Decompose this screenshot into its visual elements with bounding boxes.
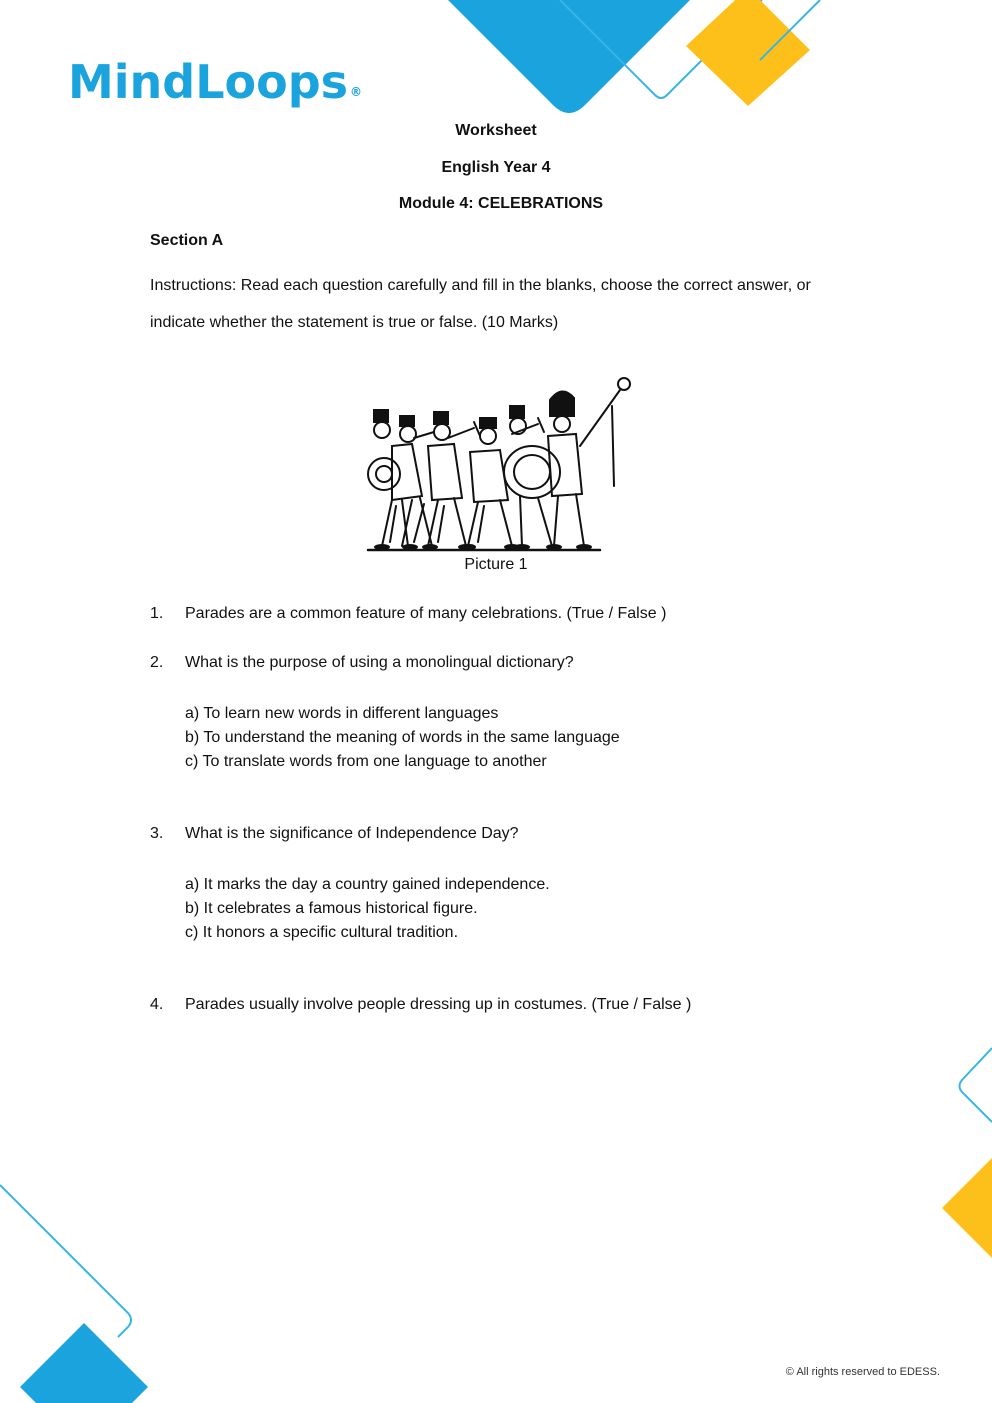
option-c: c) It honors a specific cultural tradition. bbox=[185, 924, 459, 941]
question-number: 2. bbox=[150, 654, 164, 671]
option-a: a) It marks the day a country gained independence. bbox=[185, 876, 550, 893]
question-3-options bbox=[185, 873, 550, 945]
question-text: What is the purpose of using a monolingual dictionary? bbox=[185, 654, 574, 671]
section-heading: Section A bbox=[150, 232, 224, 249]
bottom-left-blue-diamond bbox=[20, 1323, 148, 1403]
option-b: b) To understand the meaning of words in the same language bbox=[185, 729, 620, 746]
right-outline-diamond bbox=[960, 1048, 992, 1122]
subject-title: English Year 4 bbox=[441, 159, 551, 176]
question-number: 1. bbox=[150, 605, 164, 622]
question-text: Parades usually involve people dressing up in costumes. (True / False ) bbox=[185, 996, 692, 1013]
question-text: Parades are a common feature of many celebrations. (True / False ) bbox=[185, 605, 667, 622]
mindloops-logo bbox=[68, 52, 363, 114]
option-c: c) To translate words from one language to another bbox=[185, 753, 547, 770]
copyright-footer: © All rights reserved to EDESS. bbox=[785, 1366, 940, 1378]
question-2-options bbox=[185, 702, 620, 774]
top-blue-triangle bbox=[448, 0, 690, 113]
question-number: 4. bbox=[150, 996, 164, 1013]
question-text: What is the significance of Independence Day? bbox=[185, 825, 519, 842]
right-yellow-triangle bbox=[942, 1158, 992, 1258]
worksheet-title: Worksheet bbox=[455, 122, 537, 139]
option-b: b) It celebrates a famous historical figure. bbox=[185, 900, 478, 917]
instructions-text: Instructions: Read each question carefully and fill in the blanks, choose the correct answer, or indicate whether the statement is true or false. (10 Marks) bbox=[150, 277, 811, 331]
option-a: a) To learn new words in different languages bbox=[185, 705, 499, 722]
picture-caption: Picture 1 bbox=[464, 556, 528, 573]
bottom-left-outline bbox=[0, 1185, 131, 1337]
module-title: Module 4: CELEBRATIONS bbox=[398, 195, 604, 212]
marching-band-illustration bbox=[362, 376, 642, 554]
question-number: 3. bbox=[150, 825, 164, 842]
logo-text: MindLoops ® bbox=[68, 55, 363, 109]
